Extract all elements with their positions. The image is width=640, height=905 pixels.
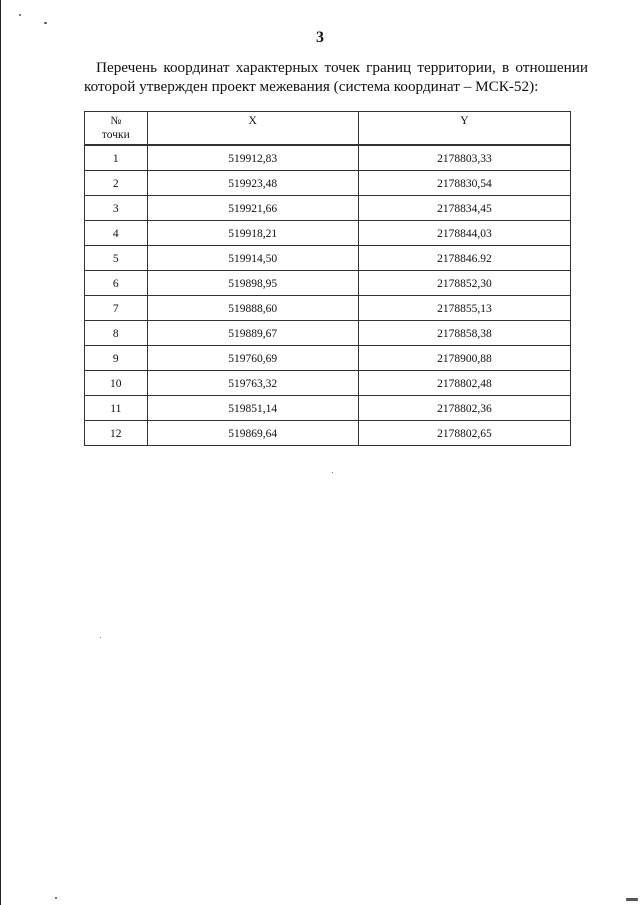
point-x: 519888,60 [147, 296, 358, 321]
header-point-number [85, 112, 148, 146]
point-y: 2178802,65 [358, 421, 570, 446]
point-y: 2178802,48 [358, 371, 570, 396]
header-x: X [147, 112, 358, 146]
point-x: 519898,95 [147, 271, 358, 296]
point-x: 519921,66 [147, 196, 358, 221]
point-number: 12 [85, 421, 148, 446]
point-x: 519923,48 [147, 171, 358, 196]
intro-paragraph [84, 58, 588, 96]
point-y: 2178803,33 [358, 145, 570, 171]
point-y: 2178834,45 [358, 196, 570, 221]
table-row [85, 171, 571, 196]
table-row [85, 196, 571, 221]
point-x: 519760,69 [147, 346, 358, 371]
table-row [85, 246, 571, 271]
intro-line-1: Перечень координат характерных точек границ территории, в отношении [96, 59, 588, 76]
table-row [85, 321, 571, 346]
scan-speck [626, 898, 638, 901]
point-number: 6 [85, 271, 148, 296]
point-x: 519851,14 [147, 396, 358, 421]
point-y: 2178852,30 [358, 271, 570, 296]
table-row [85, 346, 571, 371]
point-y: 2178844,03 [358, 221, 570, 246]
point-y: 2178846.92 [358, 246, 570, 271]
point-x: 519763,32 [147, 371, 358, 396]
scan-left-edge [0, 0, 1, 905]
page-number: 3 [316, 29, 324, 46]
point-y: 2178855,13 [358, 296, 570, 321]
header-number-sign: № [110, 115, 122, 127]
table-row [85, 421, 571, 446]
point-number: 9 [85, 346, 148, 371]
point-number: 5 [85, 246, 148, 271]
point-x: 519889,67 [147, 321, 358, 346]
point-number: 4 [85, 221, 148, 246]
table-row [85, 371, 571, 396]
intro-line-2: которой утвержден проект межевания (система координат – МСК-52): [84, 78, 539, 95]
table-row [85, 145, 571, 171]
point-number: 11 [85, 396, 148, 421]
point-number: 2 [85, 171, 148, 196]
table-row [85, 296, 571, 321]
scan-speck [55, 897, 57, 899]
point-x: 519918,21 [147, 221, 358, 246]
table-row [85, 221, 571, 246]
point-number: 1 [85, 145, 148, 171]
table-row [85, 396, 571, 421]
point-number: 3 [85, 196, 148, 221]
scan-speck [44, 22, 47, 24]
table-header-row [85, 112, 571, 146]
header-point-word: точки [101, 129, 130, 141]
point-number: 7 [85, 296, 148, 321]
point-number: 8 [85, 321, 148, 346]
point-x: 519912,83 [147, 145, 358, 171]
scan-speck [19, 14, 21, 16]
point-y: 2178900,88 [358, 346, 570, 371]
table-row [85, 271, 571, 296]
point-x: 519869,64 [147, 421, 358, 446]
scan-speck [100, 637, 101, 638]
point-x: 519914,50 [147, 246, 358, 271]
point-y: 2178858,38 [358, 321, 570, 346]
point-y: 2178830,54 [358, 171, 570, 196]
coordinates-table [84, 111, 571, 446]
point-number: 10 [85, 371, 148, 396]
table-body [85, 145, 571, 446]
scan-speck [332, 472, 333, 473]
point-y: 2178802,36 [358, 396, 570, 421]
header-y: Y [358, 112, 570, 146]
